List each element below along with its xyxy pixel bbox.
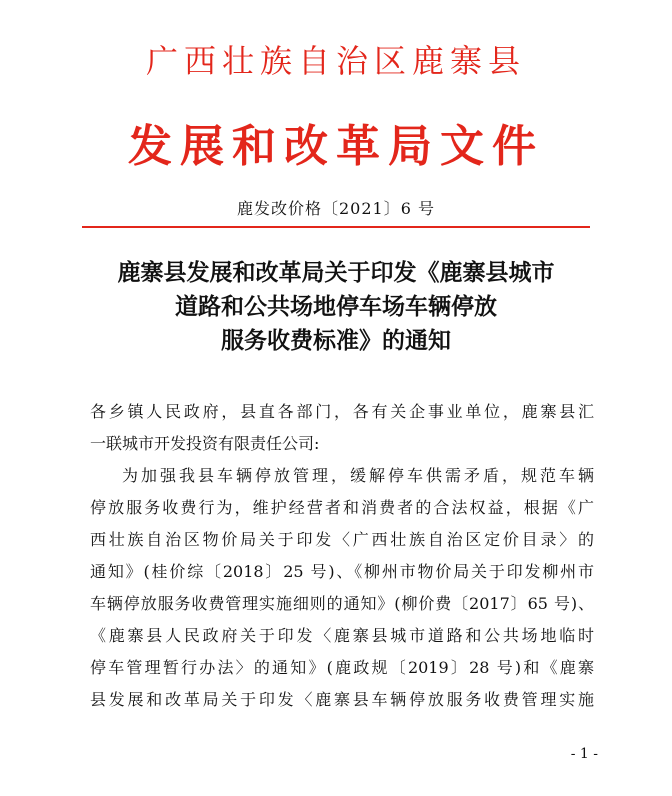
body-line: 西壮族自治区物价局关于印发〈广西壮族自治区定价目录〉的 bbox=[90, 530, 594, 549]
body-line: 《鹿寨县人民政府关于印发〈鹿寨县城市道路和公共场地临时 bbox=[90, 626, 594, 645]
document-body bbox=[90, 396, 594, 716]
body-line: 停车管理暂行办法〉的通知》(鹿政规〔2019〕28 号)和《鹿寨 bbox=[90, 658, 594, 677]
title-line: 道路和公共场地停车场车辆停放 bbox=[175, 293, 497, 320]
document-title bbox=[60, 256, 612, 358]
body-line: 为加强我县车辆停放管理，缓解停车供需矛盾，规范车辆 bbox=[122, 466, 594, 485]
title-line: 服务收费标准》的通知 bbox=[221, 327, 451, 354]
document-masthead: 发展和改革局文件 bbox=[128, 121, 544, 172]
body-line: 各乡镇人民政府，县直各部门，各有关企事业单位，鹿寨县汇 bbox=[90, 402, 594, 421]
page-number: - 1 - bbox=[570, 746, 598, 762]
document-number: 鹿发改价格〔2021〕6 号 bbox=[237, 199, 435, 218]
issuer-name: 广西壮族自治区鹿寨县 bbox=[145, 42, 526, 80]
body-line: 车辆停放服务收费管理实施细则的通知》(柳价费〔2017〕65 号)、 bbox=[90, 594, 594, 613]
title-line: 鹿寨县发展和改革局关于印发《鹿寨县城市 bbox=[117, 259, 555, 286]
body-line: 停放服务收费行为，维护经营者和消费者的合法权益，根据《广 bbox=[90, 498, 594, 517]
body-line: 一联城市开发投资有限责任公司: bbox=[90, 434, 320, 453]
body-line: 县发展和改革局关于印发〈鹿寨县车辆停放服务收费管理实施 bbox=[90, 690, 594, 709]
red-divider-line bbox=[82, 226, 590, 228]
body-line: 通知》(桂价综〔2018〕25 号)、《柳州市物价局关于印发柳州市 bbox=[90, 562, 594, 581]
